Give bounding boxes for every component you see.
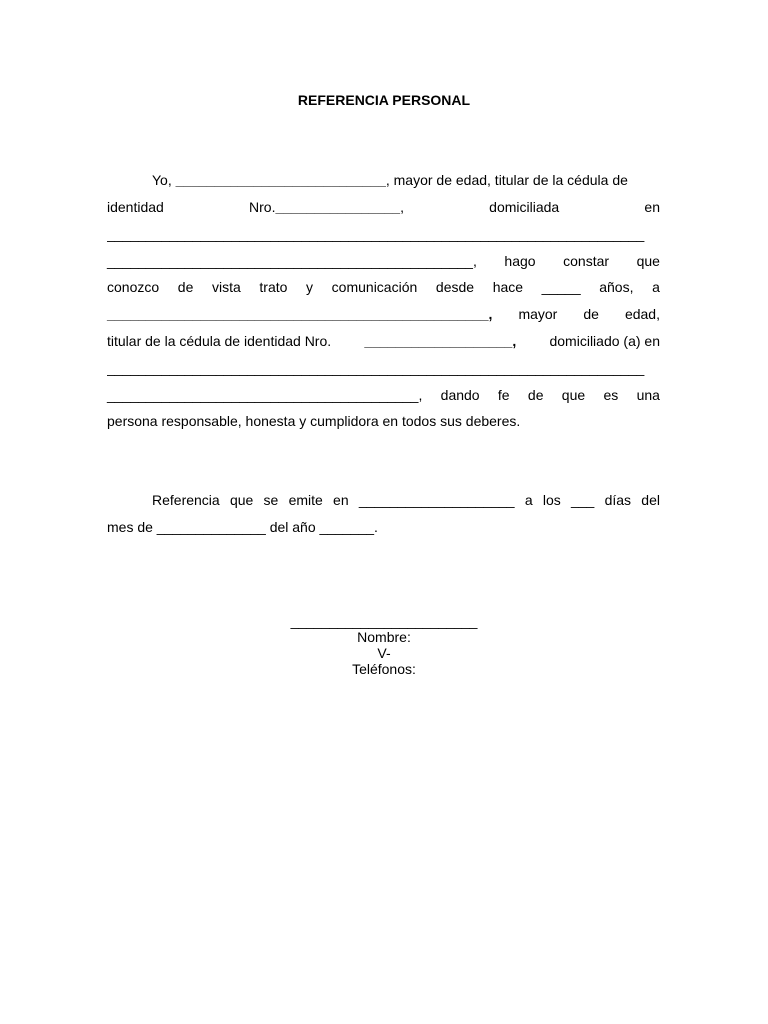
signature-block bbox=[0, 613, 768, 677]
text-word: los bbox=[542, 492, 561, 508]
paragraph-1-line-7 bbox=[107, 333, 660, 350]
document-title: REFERENCIA PERSONAL bbox=[297, 92, 471, 108]
text-hago: hago bbox=[504, 253, 536, 269]
text-word: una bbox=[636, 387, 660, 403]
text-word: es bbox=[603, 387, 619, 403]
text-domiciliada: domiciliada bbox=[489, 199, 560, 215]
referred-name-blank: _________________________________________________, bbox=[107, 306, 493, 322]
paragraph-2-line-1 bbox=[107, 492, 660, 509]
text-word: vista bbox=[211, 279, 241, 295]
paragraph-2-line-2 bbox=[107, 519, 660, 536]
text-word: años, bbox=[599, 279, 634, 295]
text-nro: Nro. bbox=[249, 199, 276, 215]
paragraph-1-line-3 bbox=[107, 226, 660, 243]
address-blank-2: _______________________________________________ bbox=[107, 253, 473, 269]
place-blank: ____________________ bbox=[358, 492, 515, 508]
text-word: desde bbox=[435, 279, 475, 295]
text-word: se bbox=[263, 492, 279, 508]
text-yo: Yo, bbox=[152, 172, 172, 188]
text-word: hace bbox=[492, 279, 524, 295]
text-word: que bbox=[229, 492, 254, 508]
text-comma: , bbox=[472, 253, 477, 269]
address-blank-4: ________________________________________ bbox=[107, 387, 419, 403]
paragraph-1-line-1 bbox=[107, 172, 660, 189]
text-word: a bbox=[524, 492, 533, 508]
address-blank-group bbox=[107, 387, 422, 404]
text-word: días bbox=[604, 492, 632, 508]
paragraph-1-line-2 bbox=[107, 199, 660, 216]
text-word: conozco bbox=[107, 279, 160, 295]
text-constar: constar bbox=[563, 253, 610, 269]
text-word: fe bbox=[497, 387, 510, 403]
text-word: de bbox=[583, 306, 599, 322]
paragraph-1-line-8 bbox=[107, 360, 660, 377]
text-titular-cedula: titular de la cédula de identidad Nro. bbox=[107, 333, 332, 349]
text-word: de bbox=[177, 279, 194, 295]
text-persona-responsable: persona responsable, honesta y cumplidora en todos sus deberes. bbox=[107, 413, 521, 429]
text-word: y bbox=[306, 279, 314, 295]
paragraph-1-line-5 bbox=[107, 279, 660, 296]
text-word: a bbox=[652, 279, 660, 295]
signature-id: V- bbox=[377, 645, 391, 661]
address-blank-group bbox=[107, 253, 477, 270]
years-blank: _____ bbox=[541, 279, 581, 295]
text-word: dando bbox=[440, 387, 480, 403]
text-comma: , bbox=[418, 387, 423, 403]
text-en: en bbox=[644, 199, 660, 215]
text-que: que bbox=[636, 253, 660, 269]
text-nro-group bbox=[249, 199, 404, 216]
text-identidad: identidad bbox=[107, 199, 164, 215]
text-word: trato bbox=[259, 279, 288, 295]
text-word: comunicación bbox=[331, 279, 418, 295]
paragraph-1-line-10 bbox=[107, 413, 660, 430]
text-word: de bbox=[527, 387, 544, 403]
address-blank-3: _____________________________________________________________________ bbox=[107, 360, 645, 376]
text-mayor-edad: , mayor de edad, titular de la cédula de bbox=[385, 172, 628, 188]
referred-cedula-blank: ___________________, bbox=[364, 333, 517, 349]
text-word: edad, bbox=[624, 306, 660, 322]
text-word: mayor bbox=[518, 306, 558, 322]
signature-name: Nombre: bbox=[357, 629, 411, 645]
text-month-year: mes de ______________ del año _______. bbox=[107, 519, 378, 535]
text-word: emite bbox=[288, 492, 323, 508]
text-comma: , bbox=[400, 199, 404, 215]
paragraph-1-line-4 bbox=[107, 253, 660, 270]
paragraph-1-line-6 bbox=[107, 306, 660, 323]
name-blank: ___________________________ bbox=[175, 172, 386, 188]
paragraph-1-line-9 bbox=[107, 387, 660, 404]
signature-line: ________________________ bbox=[290, 613, 478, 629]
signature-phones: Teléfonos: bbox=[352, 661, 416, 677]
text-word: Referencia bbox=[152, 492, 220, 508]
text-word: en bbox=[333, 492, 349, 508]
day-blank: ___ bbox=[570, 492, 595, 508]
address-blank-1: _____________________________________________________________________ bbox=[107, 226, 645, 242]
text-word: del bbox=[641, 492, 660, 508]
text-word: que bbox=[561, 387, 586, 403]
text-domiciliado: domiciliado (a) en bbox=[549, 333, 660, 349]
text-segment bbox=[152, 172, 628, 189]
cedula-blank: ________________ bbox=[275, 199, 401, 215]
